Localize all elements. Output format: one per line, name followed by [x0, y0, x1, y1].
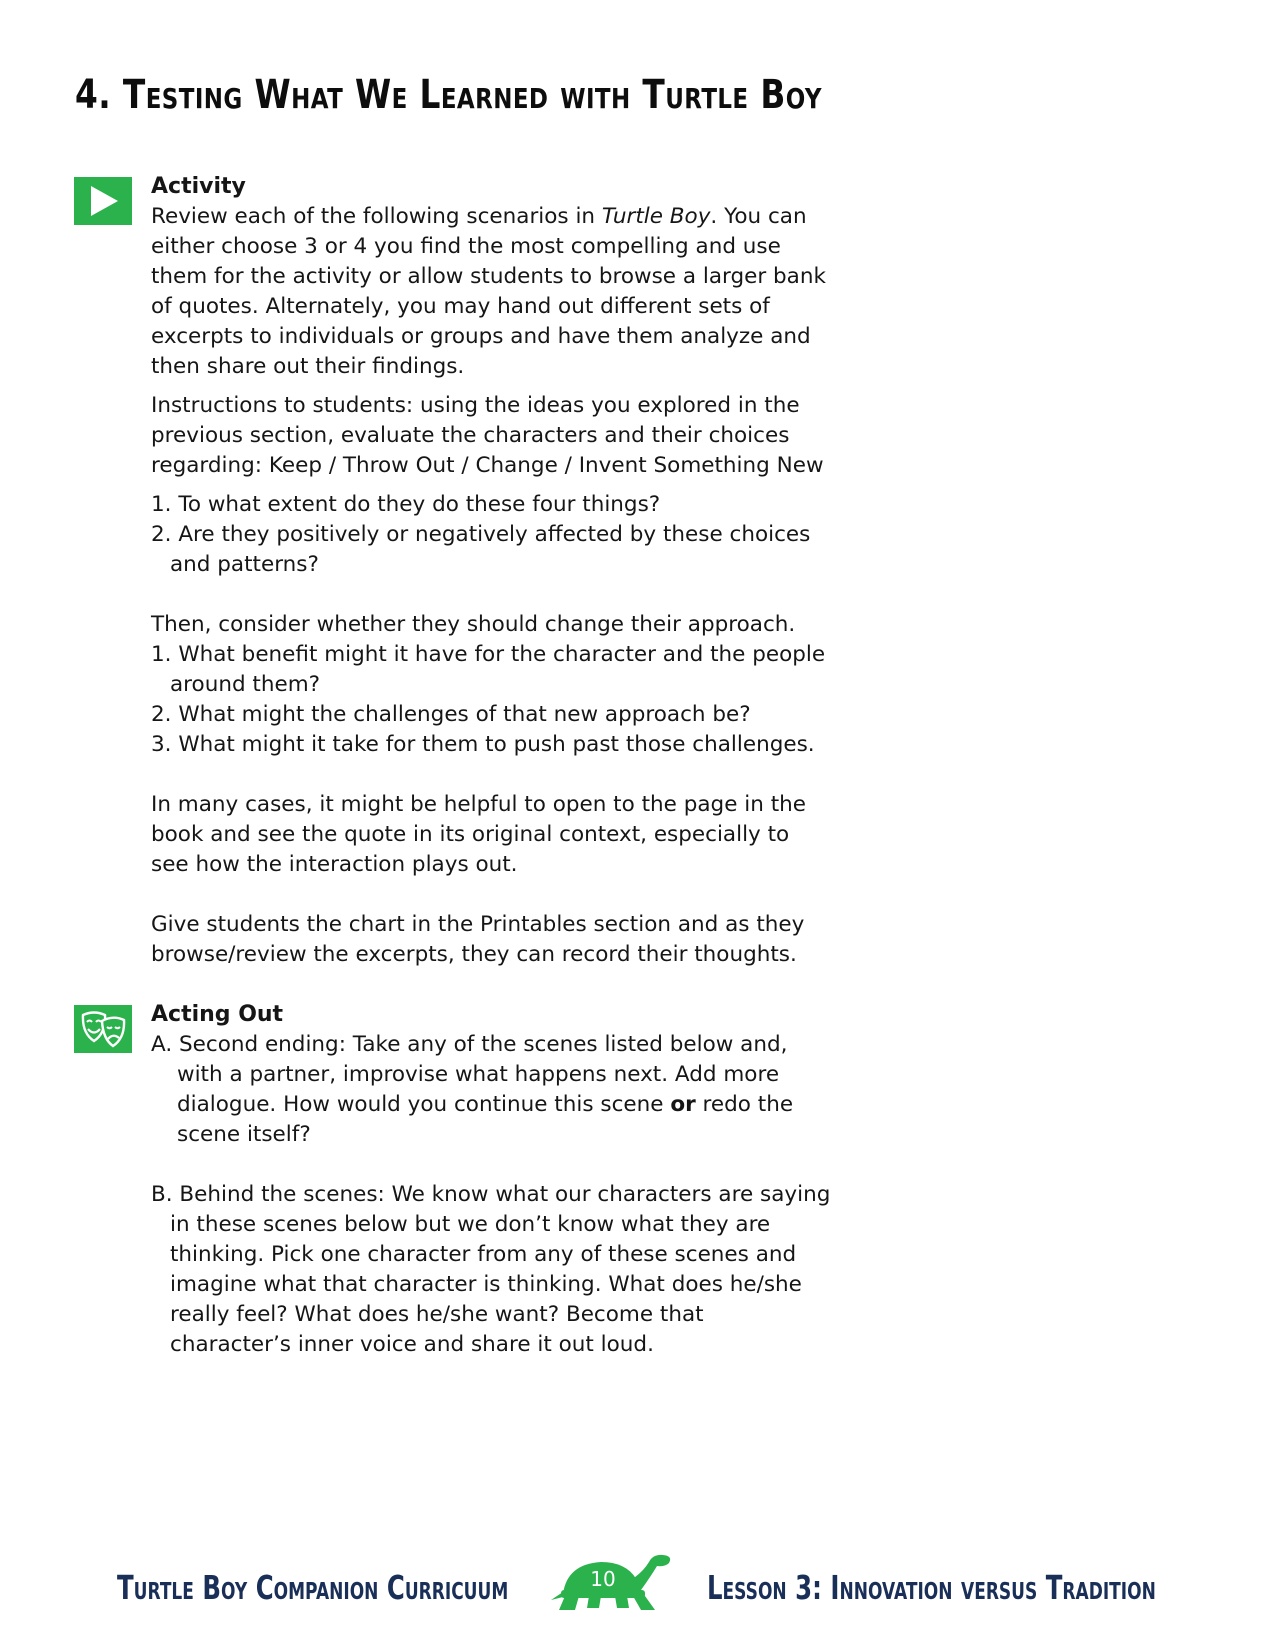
consider-intro: Then, consider whether they should change their approach.: [151, 612, 796, 637]
page-title: 4. Testing What We Learned with Turtle Boy: [75, 72, 822, 118]
acting-item-a-start: A. Second ending: Take any of the scenes listed below and, with a partner, improvise what happens next. Add more dialogue. How would you continue this scene: [151, 1032, 788, 1117]
page-number: 10: [590, 1567, 616, 1591]
context-note: In many cases, it might be helpful to open to the page in the book and see the quote in its original context, especially to see how the interaction plays out.: [151, 792, 806, 877]
list-item: 1. What benefit might it have for the character and the people around them?: [151, 642, 826, 697]
play-icon: [74, 177, 132, 225]
activity-heading: Activity: [151, 174, 246, 199]
list-item: 2. Are they positively or negatively affected by these choices and patterns?: [151, 522, 811, 577]
activity-intro: [151, 202, 831, 382]
activity-section: [151, 172, 831, 970]
acting-out-section: [151, 1000, 831, 1360]
footer-lesson-title: Lesson 3: Innovation versus Tradition: [707, 1568, 1156, 1607]
activity-intro-start: Review each of the following scenarios in: [151, 204, 602, 229]
list-item: 1. To what extent do they do these four things?: [151, 492, 661, 517]
acting-item-a-end: redo the scene itself?: [177, 1092, 794, 1147]
footer-curriculum-title: Turtle Boy Companion Curricuum: [117, 1568, 509, 1607]
activity-intro-end: . You can either choose 3 or 4 you find the most compelling and use them for the activity or allow students to browse a larger bank of quotes. Alternately, you may hand out different sets of excerpts to individuals or groups and have them analyze and then share out their findings.: [151, 204, 826, 379]
list-item: 3. What might it take for them to push past those challenges.: [151, 732, 815, 757]
acting-item-b: B. Behind the scenes: We know what our characters are saying in these scenes below but we don’t know what they are thinking. Pick one character from any of these scenes and imagine what that character is thinking. What does he/she really feel? What does he/she want? Become that character’s inner voice and share it out loud.: [151, 1182, 831, 1357]
emphasis-or: or: [670, 1092, 696, 1117]
acting-out-heading: Acting Out: [151, 1002, 284, 1027]
acting-item-a: [151, 1030, 831, 1150]
chart-note: Give students the chart in the Printables section and as they browse/review the excerpts, they can record their thoughts.: [151, 912, 805, 967]
book-title: Turtle Boy: [601, 204, 711, 229]
theater-masks-icon: [74, 1005, 132, 1053]
list-item: 2. What might the challenges of that new approach be?: [151, 702, 751, 727]
activity-instructions: Instructions to students: using the ideas you explored in the previous section, evaluate the characters and their choices regarding: Keep / Throw Out / Change / Invent Something New: [151, 393, 824, 478]
